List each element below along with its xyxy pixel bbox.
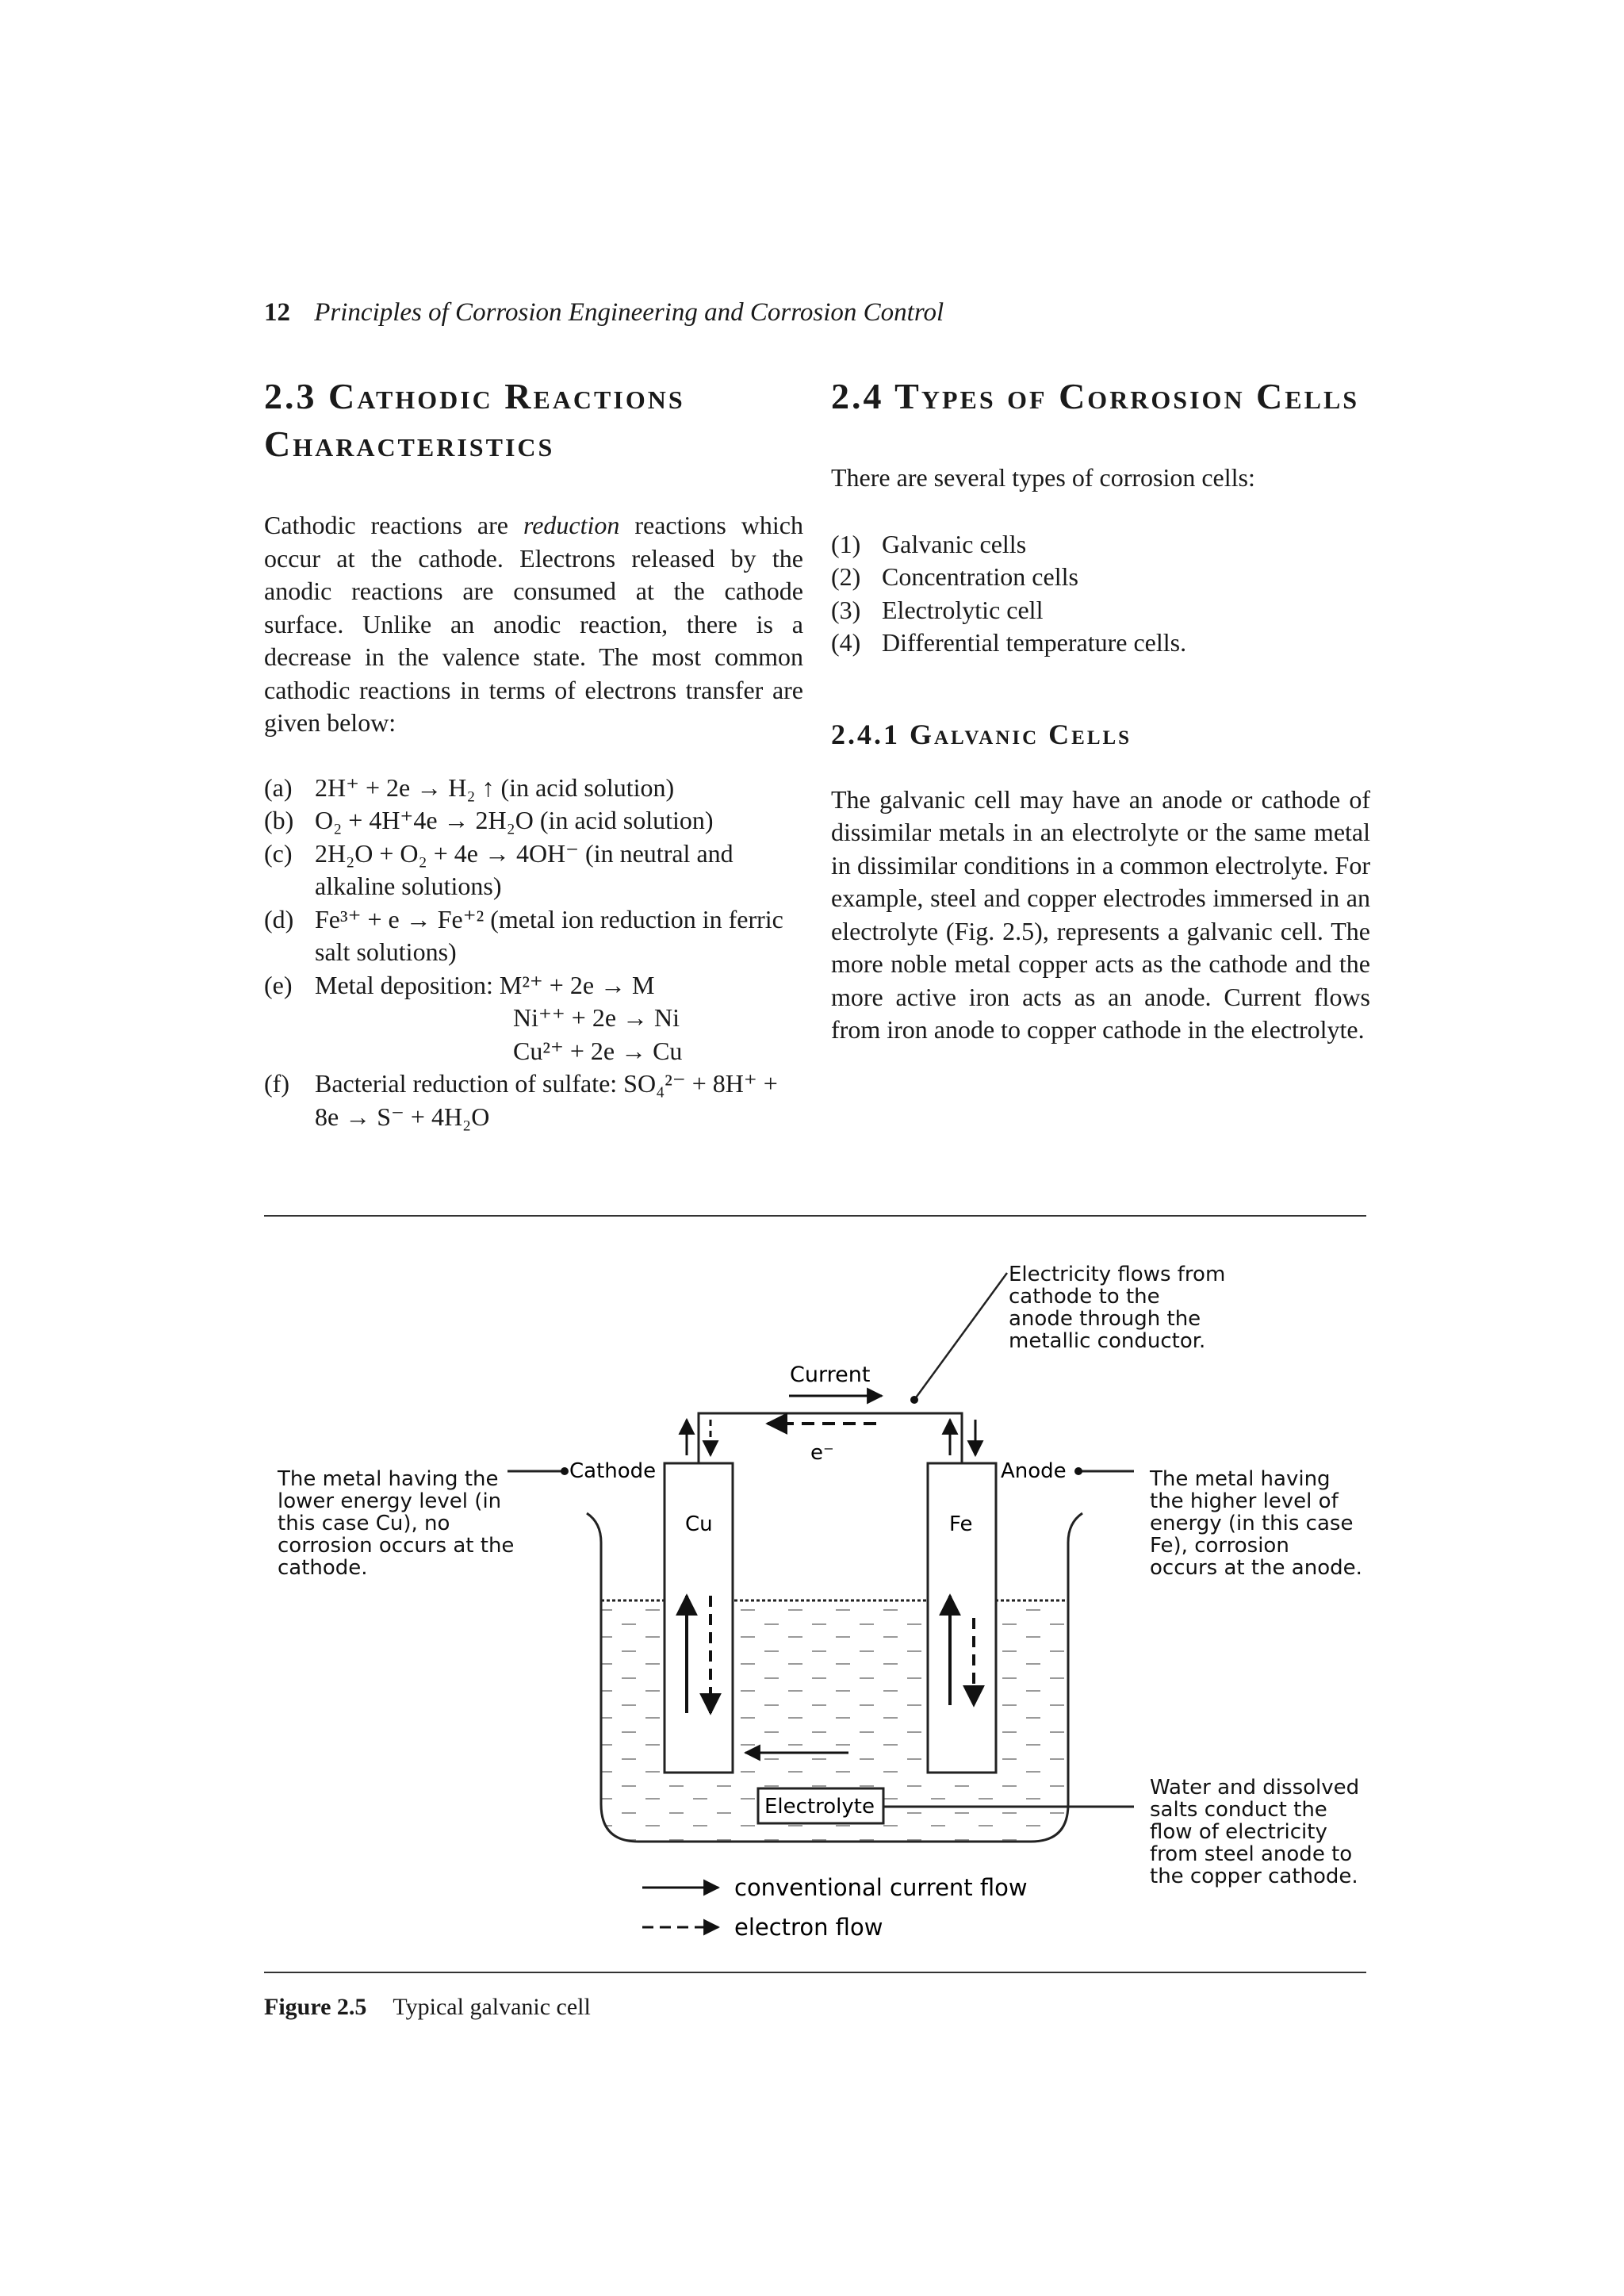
svg-text:this case Cu), no: this case Cu), no	[278, 1512, 450, 1535]
cell-type-text: Electrolytic cell	[882, 595, 1044, 624]
svg-text:cathode to the: cathode to the	[1009, 1285, 1160, 1309]
reaction-text: O₂ + 4H⁺4e → 2H₂O (in acid solution)	[315, 806, 714, 834]
cell-type-text: Concentration cells	[882, 562, 1078, 591]
svg-text:lower energy level (in: lower energy level (in	[278, 1489, 502, 1513]
cathode-label: Cathode	[569, 1459, 657, 1483]
section-2-4-intro: There are several types of corrosion cells:	[831, 463, 1255, 492]
cell-type-text: Differential temperature cells.	[882, 628, 1187, 657]
reaction-text: Fe³⁺ + e → Fe⁺² (metal ion reduction in ferric salt solutions)	[315, 904, 783, 966]
cell-type-text: Galvanic cells	[882, 529, 1027, 558]
list-marker: (b)	[264, 806, 294, 834]
section-title: Types of Corrosion Cells	[894, 376, 1360, 416]
svg-text:the copper cathode.: the copper cathode.	[1150, 1865, 1358, 1888]
svg-text:metallic conductor.: metallic conductor.	[1009, 1329, 1206, 1353]
subsection-number: 2.4.1	[831, 718, 900, 750]
legend-electron-label: electron flow	[734, 1914, 883, 1941]
svg-text:salts conduct the: salts conduct the	[1150, 1798, 1327, 1822]
list-marker: (a)	[264, 772, 293, 802]
cathode-note	[277, 1467, 514, 1580]
figure-label: Figure 2.5	[264, 1994, 367, 2020]
reaction-subline: Cu²⁺ + 2e → Cu	[513, 1036, 683, 1065]
list-marker: (1)	[831, 529, 861, 558]
list-marker: (e)	[264, 970, 293, 999]
svg-text:occurs at the anode.: occurs at the anode.	[1150, 1556, 1362, 1580]
intro-emphasis: reduction	[523, 511, 620, 539]
list-marker: (f)	[264, 1069, 289, 1098]
list-marker: (4)	[831, 628, 861, 657]
svg-text:Water and dissolved: Water and dissolved	[1150, 1776, 1360, 1800]
svg-text:from steel anode to: from steel anode to	[1150, 1842, 1353, 1866]
intro-text: Cathodic reactions are	[264, 511, 523, 539]
reaction-text: 2H⁺ + 2e → H₂ ↑ (in acid solution)	[315, 772, 675, 802]
legend-current-label: conventional current flow	[734, 1874, 1028, 1901]
reaction-text: Metal deposition: M²⁺ + 2e → M	[315, 970, 655, 999]
figure-caption	[264, 1994, 591, 2021]
electron-label: e⁻	[810, 1441, 834, 1465]
cathode-pointer-dot	[561, 1467, 569, 1475]
list-marker: (c)	[264, 838, 293, 868]
svg-text:Fe), corrosion: Fe), corrosion	[1150, 1534, 1289, 1558]
anode-note	[1149, 1467, 1362, 1580]
svg-text:The metal having: The metal having	[1150, 1467, 1331, 1491]
current-label: Current	[790, 1363, 871, 1387]
electrolyte-label: Electrolyte	[764, 1795, 875, 1819]
section-number: 2.3	[264, 376, 317, 416]
list-marker: (d)	[264, 904, 294, 933]
section-2-4-1-text: The galvanic cell may have an anode or cathode of dissimilar metals in an electrolyte or the same metal in dissimilar conditions in a common electrolyte. For example, steel and copper electrodes immersed in an electrolyte (Fig. 2.5), represents a galvanic cell. The more noble metal copper acts as the cathode and the more active iron acts as an anode. Current flows from iron anode to copper cathode in the electrolyte.	[831, 784, 1370, 1044]
figure-caption-text: Typical galvanic cell	[393, 1994, 591, 2020]
figure-legend	[642, 1874, 1028, 1941]
svg-text:energy (in this case: energy (in this case	[1150, 1512, 1354, 1535]
book-title: Principles of Corrosion Engineering and Corrosion Control	[314, 298, 944, 327]
electricity-note	[1009, 1263, 1225, 1353]
svg-text:anode through the: anode through the	[1009, 1307, 1201, 1331]
anode-electrode	[928, 1463, 996, 1773]
svg-text:flow of electricity: flow of electricity	[1150, 1820, 1327, 1844]
svg-text:the higher level of: the higher level of	[1150, 1489, 1339, 1513]
svg-text:The metal having the: The metal having the	[278, 1467, 499, 1491]
anode-metal-label: Fe	[949, 1512, 973, 1536]
page-number: 12	[264, 298, 290, 327]
intro-text-rest: reactions which occur at the cathode. Electrons released by the anodic reactions are consumed at the cathode surface. Unlike an anodic reaction, there is a decrease in the valence state. The most common cathodic reactions in terms of electrons transfer are given below:	[264, 511, 804, 737]
cathode-electrode	[665, 1463, 733, 1773]
electricity-note-pointer	[914, 1273, 1007, 1400]
svg-text:Electricity flows from: Electricity flows from	[1009, 1263, 1226, 1286]
electricity-note-dot	[910, 1396, 918, 1404]
svg-text:corrosion occurs at the: corrosion occurs at the	[278, 1534, 515, 1558]
svg-text:cathode.: cathode.	[278, 1556, 368, 1580]
list-marker: (3)	[831, 595, 861, 624]
subsection-title: Galvanic Cells	[910, 718, 1132, 750]
section-title: Cathodic Reactions Characteristics	[264, 376, 685, 464]
water-note	[1150, 1776, 1359, 1888]
reaction-text: Bacterial reduction of sulfate: SO₄²⁻ + 8H⁺ + 8e → S⁻ + 4H₂O	[315, 1069, 778, 1131]
section-number: 2.4	[831, 376, 884, 416]
reaction-text: 2H₂O + O₂ + 4e → 4OH⁻ (in neutral and alkaline solutions)	[315, 838, 733, 900]
list-marker: (2)	[831, 562, 861, 591]
reaction-subline: Ni⁺⁺ + 2e → Ni	[513, 1003, 680, 1032]
anode-label: Anode	[1001, 1459, 1067, 1483]
cathode-metal-label: Cu	[685, 1512, 713, 1536]
anode-pointer-dot	[1074, 1467, 1082, 1475]
